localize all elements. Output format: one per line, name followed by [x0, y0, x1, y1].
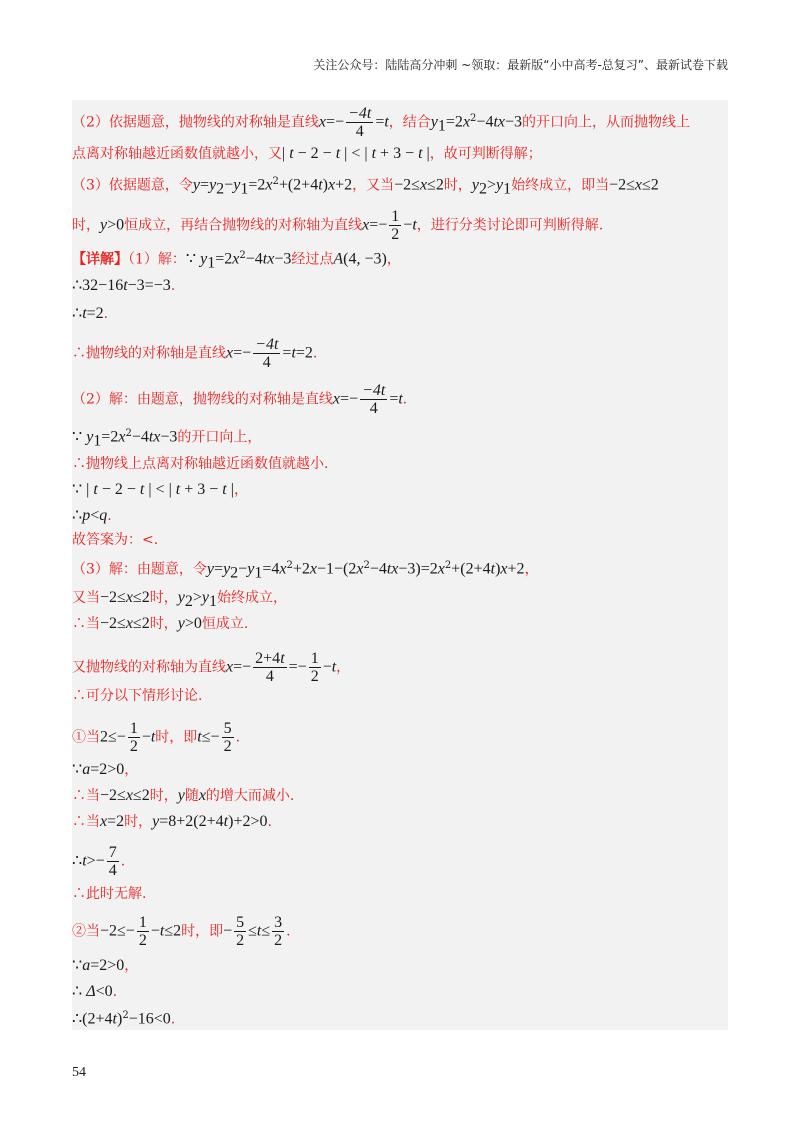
line-discuss: ∴可分以下情形讨论.	[72, 688, 203, 704]
line-detail-1: 【详解】（1）解：∵ $y_1=2x^2-4tx-3$经过点A(4, −3)，	[72, 250, 401, 272]
line-case2-c: $\therefore(2+4t)^2-16<0$.	[72, 1010, 176, 1028]
line-s2-c: ∴抛物线上点离对称轴越近函数值就越小.	[72, 456, 329, 472]
line-eq-1: ∴32−16t−3=−3.	[72, 277, 176, 294]
line-case1-a: ∵a=2>0，	[72, 761, 139, 778]
line-p2-a: （2）依据题意，抛物线的对称轴是直线x=− $\frac{-4t}{4}$ =t，结合$y_1=2x^2-4tx-3$的开口向上，从而抛物线上	[72, 105, 691, 140]
line-answer: 故答案为：<.	[72, 532, 159, 548]
line-s2-b: ∵ $y_1=2x^2-4tx-3$的开口向上，	[72, 428, 262, 450]
line-case1-d: ∴t>− $\frac{7}{4}$ .	[72, 844, 126, 879]
line-case2: ②当−2≤− $\frac{1}{2}$ −t≤2时，即− $\frac{5}{2}$ ≤t≤ $\frac{3}{2}$ .	[72, 914, 291, 949]
line-case1: ①当2≤− $\frac{1}{2}$ −t时，即t≤− $\frac{5}{2}$ .	[72, 720, 241, 755]
line-p2-b: 点离对称轴越近函数值就越小，又| t − 2 − t | < | t + 3 − t |，故可判断得解；	[72, 145, 542, 162]
line-s2-a: （2）解：由题意，抛物线的对称轴是直线x=− $\frac{-4t}{4}$ =t.	[72, 382, 408, 417]
line-case2-b: ∴ Δ<0.	[72, 983, 118, 1000]
line-case1-b: ∴当−2≤x≤2时，y随x的增大而减小.	[72, 787, 295, 804]
solution-content	[72, 100, 728, 1030]
line-s2-e: ∴p<q.	[72, 507, 112, 524]
line-s3-b: 又当−2≤x≤2时，$y_2>y_1$始终成立，	[72, 589, 287, 610]
line-s3-c: ∴当−2≤x≤2时，y>0恒成立.	[72, 615, 249, 632]
line-case1-c: ∴当x=2时，y=8+2(2+4t)+2>0.	[72, 813, 272, 830]
line-p3-a: （3）依据题意，令$y=y_2-y_1=2x^2+(2+4t)x+2$，又当−2≤x≤2时，$y_2>y_1$始终成立，即当−2≤x≤2	[72, 176, 659, 198]
line-s3-d: 又抛物线的对称轴为直线x=− $\frac{2+4t}{4}$ =− $\frac{1}{2}$ −t，	[72, 650, 351, 685]
line-no-solution: ∴此时无解.	[72, 886, 147, 902]
line-s3-a: （3）解：由题意，令$y=y_2-y_1=4x^2+2x-1-(2x^2-4tx-3)=2x^2+(2+4t)x+2$，	[72, 560, 539, 582]
line-eq-2: ∴t=2.	[72, 305, 109, 322]
line-s2-d: ∵ | t − 2 − t | < | t + 3 − t |，	[72, 481, 248, 498]
line-p3-b: 时，y>0恒成立，再结合抛物线的对称轴为直线x=− $\frac{1}{2}$ −t，进行分类讨论即可判断得解.	[72, 208, 604, 243]
page-header: 关注公众号：陆陆高分冲刺 ~领取：最新版“小中高考-总复习”、最新试卷下载	[313, 58, 728, 72]
page-number: 54	[72, 1065, 86, 1080]
line-case2-a: ∵a=2>0，	[72, 957, 139, 974]
line-sym-1: ∴抛物线的对称轴是直线x=− $\frac{-4t}{4}$ =t=2.	[72, 336, 318, 371]
